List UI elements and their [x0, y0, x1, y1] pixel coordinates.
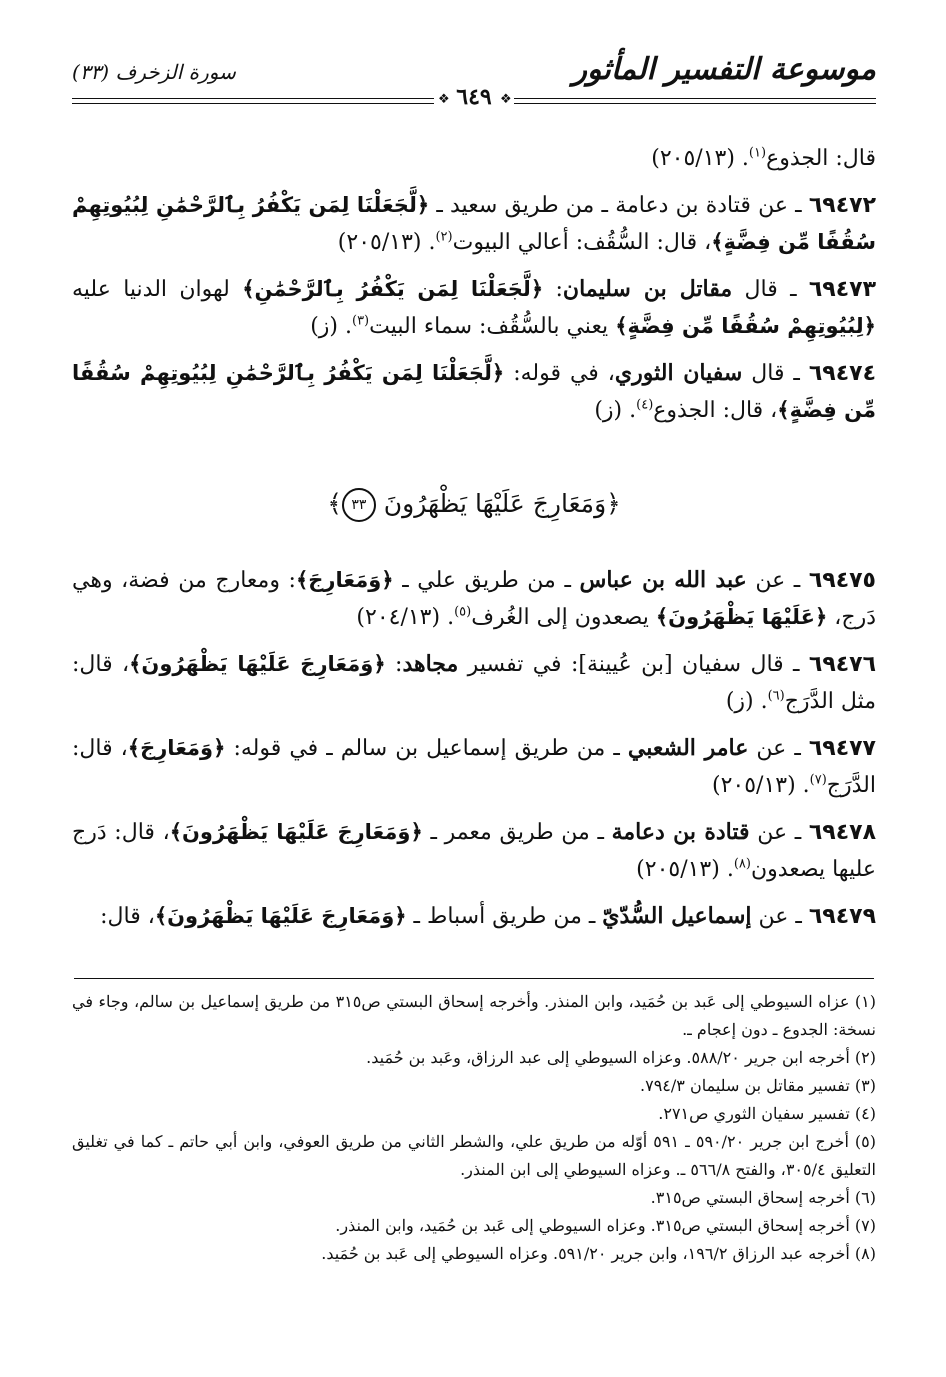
narration-number: ٦٩٤٧٢: [808, 193, 876, 218]
paragraph-text: . (٢٠٥/١٣): [636, 857, 734, 882]
quran-quote: ﴿وَمَعَارِجَ﴾: [127, 736, 226, 760]
paragraph-text: يعني بالسُّقُف: سماء البيت: [369, 314, 616, 339]
header-rule-right: [514, 98, 876, 104]
narration-number: ٦٩٤٧٤: [808, 361, 876, 386]
paragraph-text: ـ من طريق إسماعيل بن سالم ـ في قوله:: [225, 736, 628, 761]
header-rule-left: [72, 98, 434, 104]
paragraph-text: :: [385, 652, 403, 677]
verse-heading-text: ﴿وَمَعَارِجَ عَلَيْهَا يَظْهَرُونَ: [383, 489, 621, 518]
paragraph-text: لهوان الدنيا عليه: [72, 277, 243, 302]
quran-quote: ﴿لَّجَعَلْنَا لِمَن يَكْفُرُ بِٱلرَّحْمَٰنِ لِبُيُوتِهِمْ سُقُفًا مِّن فِضَّةٍ﴾: [72, 193, 876, 254]
footnote-ref: (٥): [454, 604, 472, 620]
paragraph-text: . (ز): [725, 689, 768, 714]
paragraph-text: . (ز): [594, 398, 637, 423]
paragraph-text: ـ عن: [749, 820, 809, 845]
paragraph-text: ، قال:: [100, 904, 155, 929]
footnote: (٧) أخرجه إسحاق البستي ص٣١٥. وعزاه السيوطي إلى عَبد بن حُمَيد، وابن المنذر.: [335, 1216, 876, 1235]
paragraph-text: ـ قال: [742, 361, 809, 386]
footnote: (١) عزاه السيوطي إلى عَبد بن حُمَيد، وابن المنذر. وأخرجه إسحاق البستي ص٣١٥ من طريق إسماعيل بن سالم، وجاء في نسخة: الجدوع ـ دون إعجام ـ.: [72, 992, 877, 1039]
footnote-ref: (٤): [636, 397, 654, 413]
narrator-name: عبد الله بن عباس: [579, 567, 747, 593]
paragraph-text: ، قال: دَرج عليها يصعدون: [72, 820, 876, 882]
text-section-1: [72, 140, 876, 439]
book-title: موسوعة التفسير المأثور: [572, 52, 876, 87]
paragraph-text: . (ز): [310, 314, 352, 339]
footnote-ref: (٧): [809, 772, 827, 788]
paragraph-text: . (٢٠٤/١٣): [356, 605, 455, 630]
paragraph-text: ـ من طريق أسباط ـ: [406, 904, 603, 929]
paragraph-text: ـ قال: [732, 277, 809, 302]
paragraph: [72, 730, 876, 804]
footnote: (٤) تفسير سفيان الثوري ص٢٧١.: [658, 1104, 876, 1123]
paragraph-text: ـ عن قتادة بن دعامة ـ من طريق سعيد ـ: [429, 193, 809, 218]
verse-heading: [72, 488, 876, 522]
paragraph-text: : ومعارج من فضة، وهي دَرج،: [72, 568, 876, 630]
paragraph-text: ، قال: السُّقُف: أعالي البيوت: [452, 230, 712, 255]
paragraph: [72, 646, 876, 720]
footnote-ref: (٣): [351, 313, 370, 329]
paragraph-text: ـ عن: [751, 904, 809, 929]
quran-quote: ﴿وَمَعَارِجَ عَلَيْهَا يَظْهَرُونَ﴾: [129, 652, 386, 676]
quran-quote: ﴿لَّجَعَلْنَا لِمَن يَكْفُرُ بِٱلرَّحْمَٰنِ لِبُيُوتِهِمْ سُقُفًا مِّن فِضَّةٍ﴾: [72, 361, 876, 422]
paragraph-text: ـ عن: [748, 736, 809, 761]
footnote: (٥) أخرج ابن جرير ٥٩٠/٢٠ ـ ٥٩١ أوّله من طريق علي، والشطر الثاني من طريق العوفي، وابن أبي حاتم ـ كما في تغليق التعليق ٣٠٥/٤، والفتح ٥٦٦/٨ ـ. وعزاه السيوطي إلى ابن المنذر.: [72, 1132, 877, 1179]
paragraph-text: . (٢٠٥/١٣): [337, 230, 436, 255]
footnotes: [72, 988, 876, 1268]
surah-label: سورة الزخرف (٣٣): [72, 60, 236, 84]
paragraph: [72, 898, 876, 935]
text-section-2: [72, 562, 876, 945]
narration-number: ٦٩٤٧٨: [808, 820, 876, 845]
narrator-name: قتادة بن دعامة: [611, 819, 750, 845]
narration-number: ٦٩٤٧٦: [808, 652, 877, 677]
paragraph-text: ـ من طريق علي ـ: [393, 568, 580, 593]
paragraph-text: يصعدون إلى الغُرف: [471, 605, 656, 630]
paragraph-text: . (٢٠٥/١٣): [711, 773, 810, 798]
quran-quote: ﴿وَمَعَارِجَ﴾: [295, 568, 394, 592]
paragraph-text: ـ قال سفيان [بن عُيينة]: في تفسير: [458, 652, 809, 677]
footnote-ref: (٦): [767, 688, 785, 704]
ornament-icon: ❖: [438, 92, 450, 107]
paragraph-text: :: [543, 277, 563, 302]
narration-number: ٦٩٤٧٥: [808, 568, 876, 593]
paragraph: [72, 271, 876, 345]
narration-number: ٦٩٤٧٧: [808, 736, 876, 761]
narration-number: ٦٩٤٧٣: [808, 277, 876, 302]
paragraph-text: ، قال: مثل الدَّرَج: [72, 652, 876, 714]
quran-quote: ﴿عَلَيْهَا يَظْهَرُونَ﴾: [655, 605, 828, 629]
footnote: (٣) تفسير مقاتل بن سليمان ٧٩٤/٣.: [640, 1076, 876, 1095]
page-number: ٦٤٩: [456, 84, 492, 110]
page-header: [72, 52, 876, 110]
paragraph-text: ، في قوله:: [504, 361, 615, 386]
narrator-name: إسماعيل السُّدّيّ: [602, 903, 752, 929]
narrator-name: مجاهد: [402, 651, 459, 677]
ornament-icon: ❖: [500, 92, 512, 107]
narration-number: ٦٩٤٧٩: [808, 904, 876, 929]
footnote-separator: [74, 978, 874, 979]
paragraph: [72, 140, 876, 177]
paragraph-text: ، قال: الدَّرَج: [72, 736, 876, 798]
quran-quote: ﴿لِبُيُوتِهِمْ سُقُفًا مِّن فِضَّةٍ﴾: [615, 314, 876, 338]
narrator-name: سفيان الثوري: [614, 360, 743, 386]
paragraph: [72, 187, 876, 261]
paragraph-text: ، قال: الجذوع: [653, 398, 778, 423]
paragraph-text: ـ عن: [746, 568, 809, 593]
verse-heading-close: ﴾: [327, 489, 342, 518]
ayah-number-marker: ٣٣: [342, 488, 376, 522]
narrator-name: عامر الشعبي: [627, 735, 749, 761]
footnote: (٢) أخرجه ابن جرير ٥٨٨/٢٠. وعزاه السيوطي إلى عبد الرزاق، وعَبد بن حُمَيد.: [366, 1048, 876, 1067]
paragraph: [72, 562, 876, 636]
paragraph-text: قال: الجذوع: [766, 146, 876, 171]
footnote-ref: (٢): [435, 229, 453, 245]
narrator-name: مقاتل بن سليمان: [562, 276, 733, 302]
footnote: (٦) أخرجه إسحاق البستي ص٣١٥.: [650, 1188, 876, 1207]
paragraph: [72, 355, 876, 429]
quran-quote: ﴿وَمَعَارِجَ عَلَيْهَا يَظْهَرُونَ﴾: [169, 820, 423, 844]
quran-quote: ﴿لَّجَعَلْنَا لِمَن يَكْفُرُ بِٱلرَّحْمَٰنِ﴾: [242, 277, 544, 301]
quran-quote: ﴿وَمَعَارِجَ عَلَيْهَا يَظْهَرُونَ﴾: [154, 904, 407, 928]
footnote-ref: (٨): [733, 856, 751, 872]
paragraph-text: . (٢٠٥/١٣): [651, 146, 749, 171]
paragraph: [72, 814, 876, 888]
paragraph-text: ـ من طريق معمر ـ: [422, 820, 612, 845]
footnote: (٨) أخرجه عبد الرزاق ١٩٦/٢، وابن جرير ٥٩١/٢٠. وعزاه السيوطي إلى عَبد بن حُمَيد.: [321, 1244, 876, 1263]
footnote-ref: (١): [748, 145, 767, 161]
